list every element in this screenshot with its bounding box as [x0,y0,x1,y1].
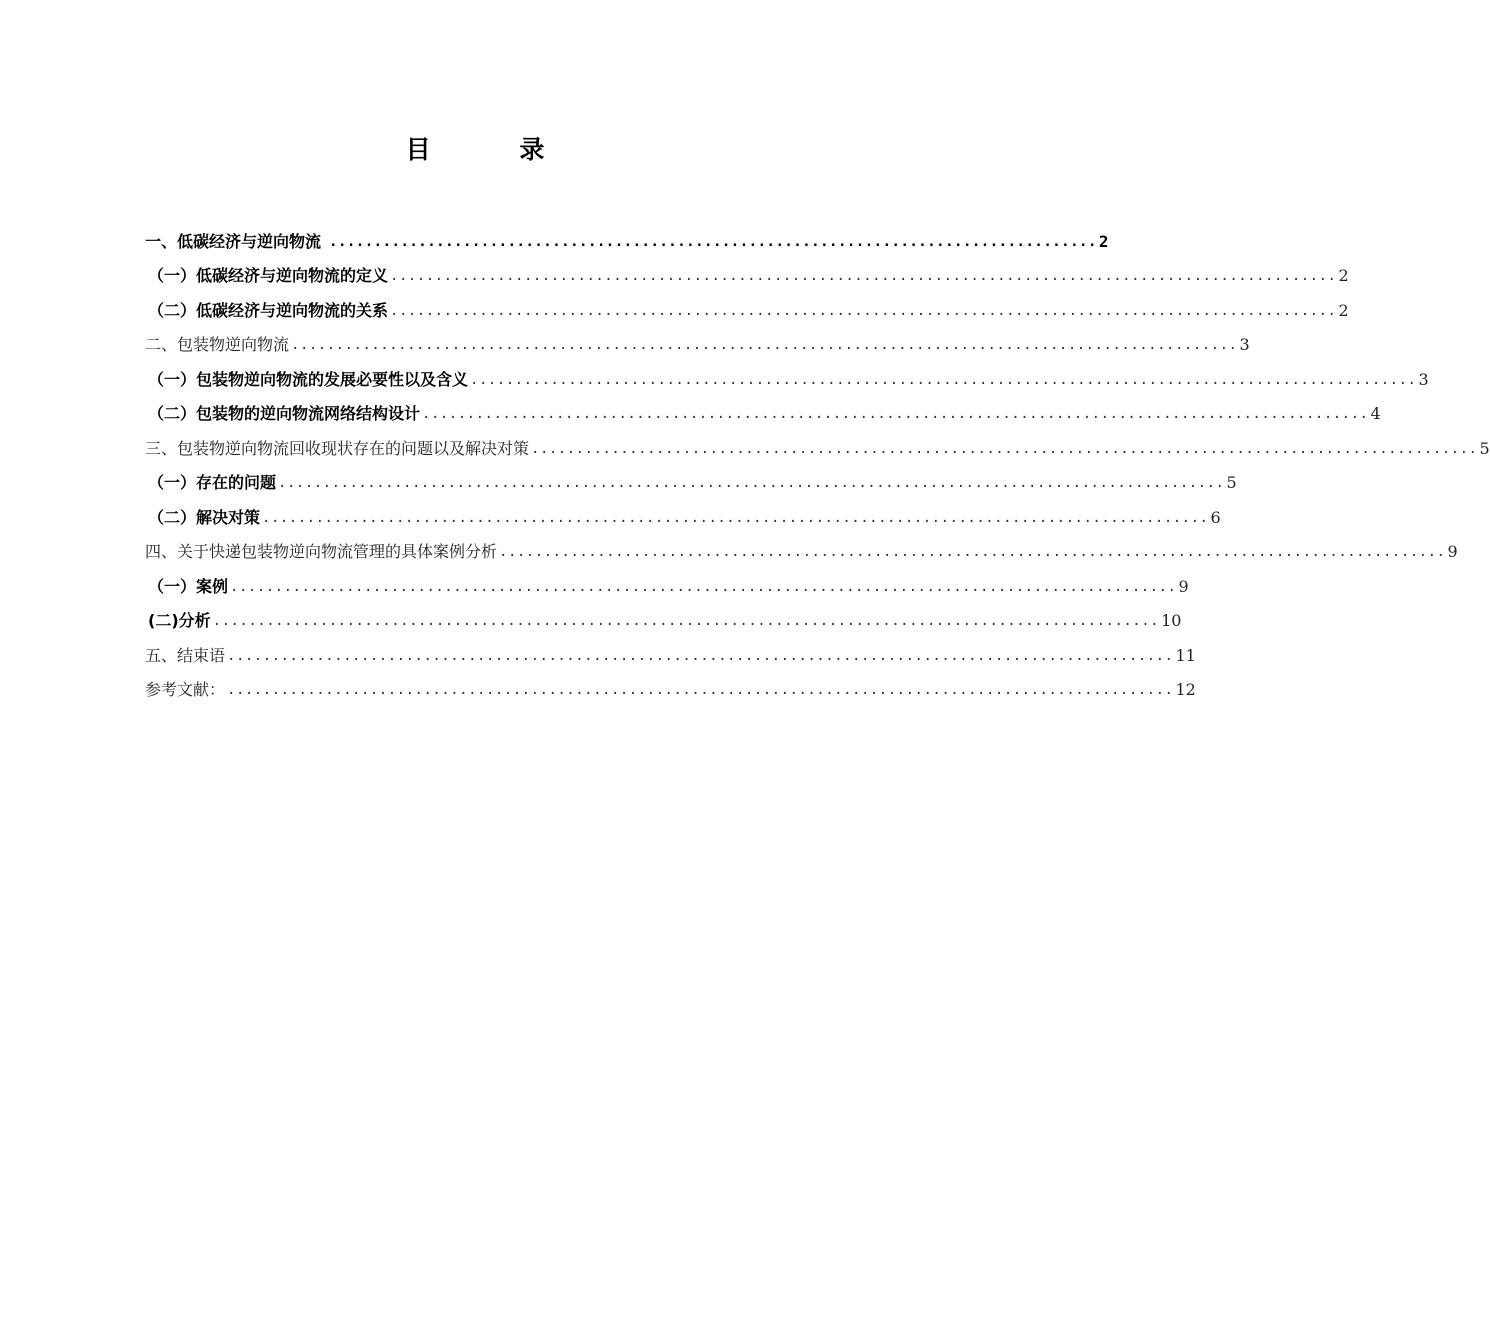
toc-entry-page: 2 [1098,231,1109,251]
toc-entry-label: (二)分析 [148,611,211,630]
toc-entry[interactable] [145,529,1458,564]
dot-leader: .......................................................................................................... [422,406,1369,422]
toc-entry-label: （二）低碳经济与逆向物流的关系 [148,300,389,320]
toc-entry-page: 5 [1226,473,1237,492]
dot-leader: .......................................................................................................... [262,509,1209,526]
dot-leader: .......................................................................................................... [227,682,1174,698]
toc-entry[interactable] [145,460,1237,495]
toc-entry-label: 五、结束语 [145,645,226,665]
toc-list [145,218,1490,701]
toc-entry-label: （一）包装物逆向物流的发展必要性以及含义 [148,369,469,389]
toc-entry[interactable] [145,563,1189,598]
dot-leader: .......................................................................................................... [212,613,1160,629]
toc-entry-label: 参考文献： [145,680,226,699]
toc-entry-label: （一）存在的问题 [148,473,277,492]
toc-entry-label: （二）包装物的逆向物流网络结构设计 [148,404,421,423]
toc-entry-page: 3 [1418,369,1429,389]
toc-entry[interactable] [145,494,1221,529]
dot-leader: .......................................................................................................... [291,337,1238,353]
toc-entry-label: 四、关于快递包装物逆向物流管理的具体案例分析 [145,542,498,561]
toc-entry[interactable] [145,287,1349,322]
toc-entry-page: 4 [1370,404,1381,423]
dot-leader: .......................................................................................................... [390,302,1337,319]
toc-entry[interactable] [145,322,1250,357]
toc-entry-page: 2 [1338,300,1349,320]
toc-entry[interactable] [145,391,1381,426]
toc-entry-label: （一）低碳经济与逆向物流的定义 [148,266,389,285]
toc-entry[interactable] [145,218,1109,253]
toc-entry-page: 10 [1161,611,1182,630]
toc-entry-page: 5 [1479,438,1490,458]
toc-entry-page: 9 [1178,576,1189,596]
toc-entry[interactable] [145,667,1196,702]
toc-entry-page: 12 [1175,680,1196,699]
toc-entry[interactable] [145,253,1349,288]
toc-entry-page: 11 [1175,645,1196,665]
dot-leader: .......................................................................................................... [531,440,1478,457]
toc-entry[interactable] [145,356,1429,391]
toc-entry-label: 二、包装物逆向物流 [145,335,290,354]
toc-entry[interactable] [145,598,1182,633]
dot-leader: .......................................................................................................... [230,578,1177,595]
dot-leader: .......................................................................................................... [227,647,1174,664]
toc-entry-label: （二）解决对策 [148,507,261,527]
toc-title: 目 录 [405,135,585,164]
toc-entry-label: 一、低碳经济与逆向物流 [145,231,322,251]
toc-entry[interactable] [145,425,1490,460]
toc-entry-label: 三、包装物逆向物流回收现状存在的问题以及解决对策 [145,438,530,458]
dot-leader: .......................................................................................................... [390,268,1337,284]
dot-leader: ...................................................................................... [329,233,1097,250]
dot-leader: .......................................................................................................... [278,475,1225,491]
toc-entry[interactable] [145,632,1196,667]
toc-entry-page: 9 [1447,542,1458,561]
dot-leader: .......................................................................................................... [499,544,1446,560]
toc-entry-label: （一）案例 [148,576,229,596]
dot-leader: .......................................................................................................... [470,371,1417,388]
toc-entry-page: 3 [1239,335,1250,354]
toc-entry-page: 2 [1338,266,1349,285]
toc-entry-page: 6 [1210,507,1221,527]
